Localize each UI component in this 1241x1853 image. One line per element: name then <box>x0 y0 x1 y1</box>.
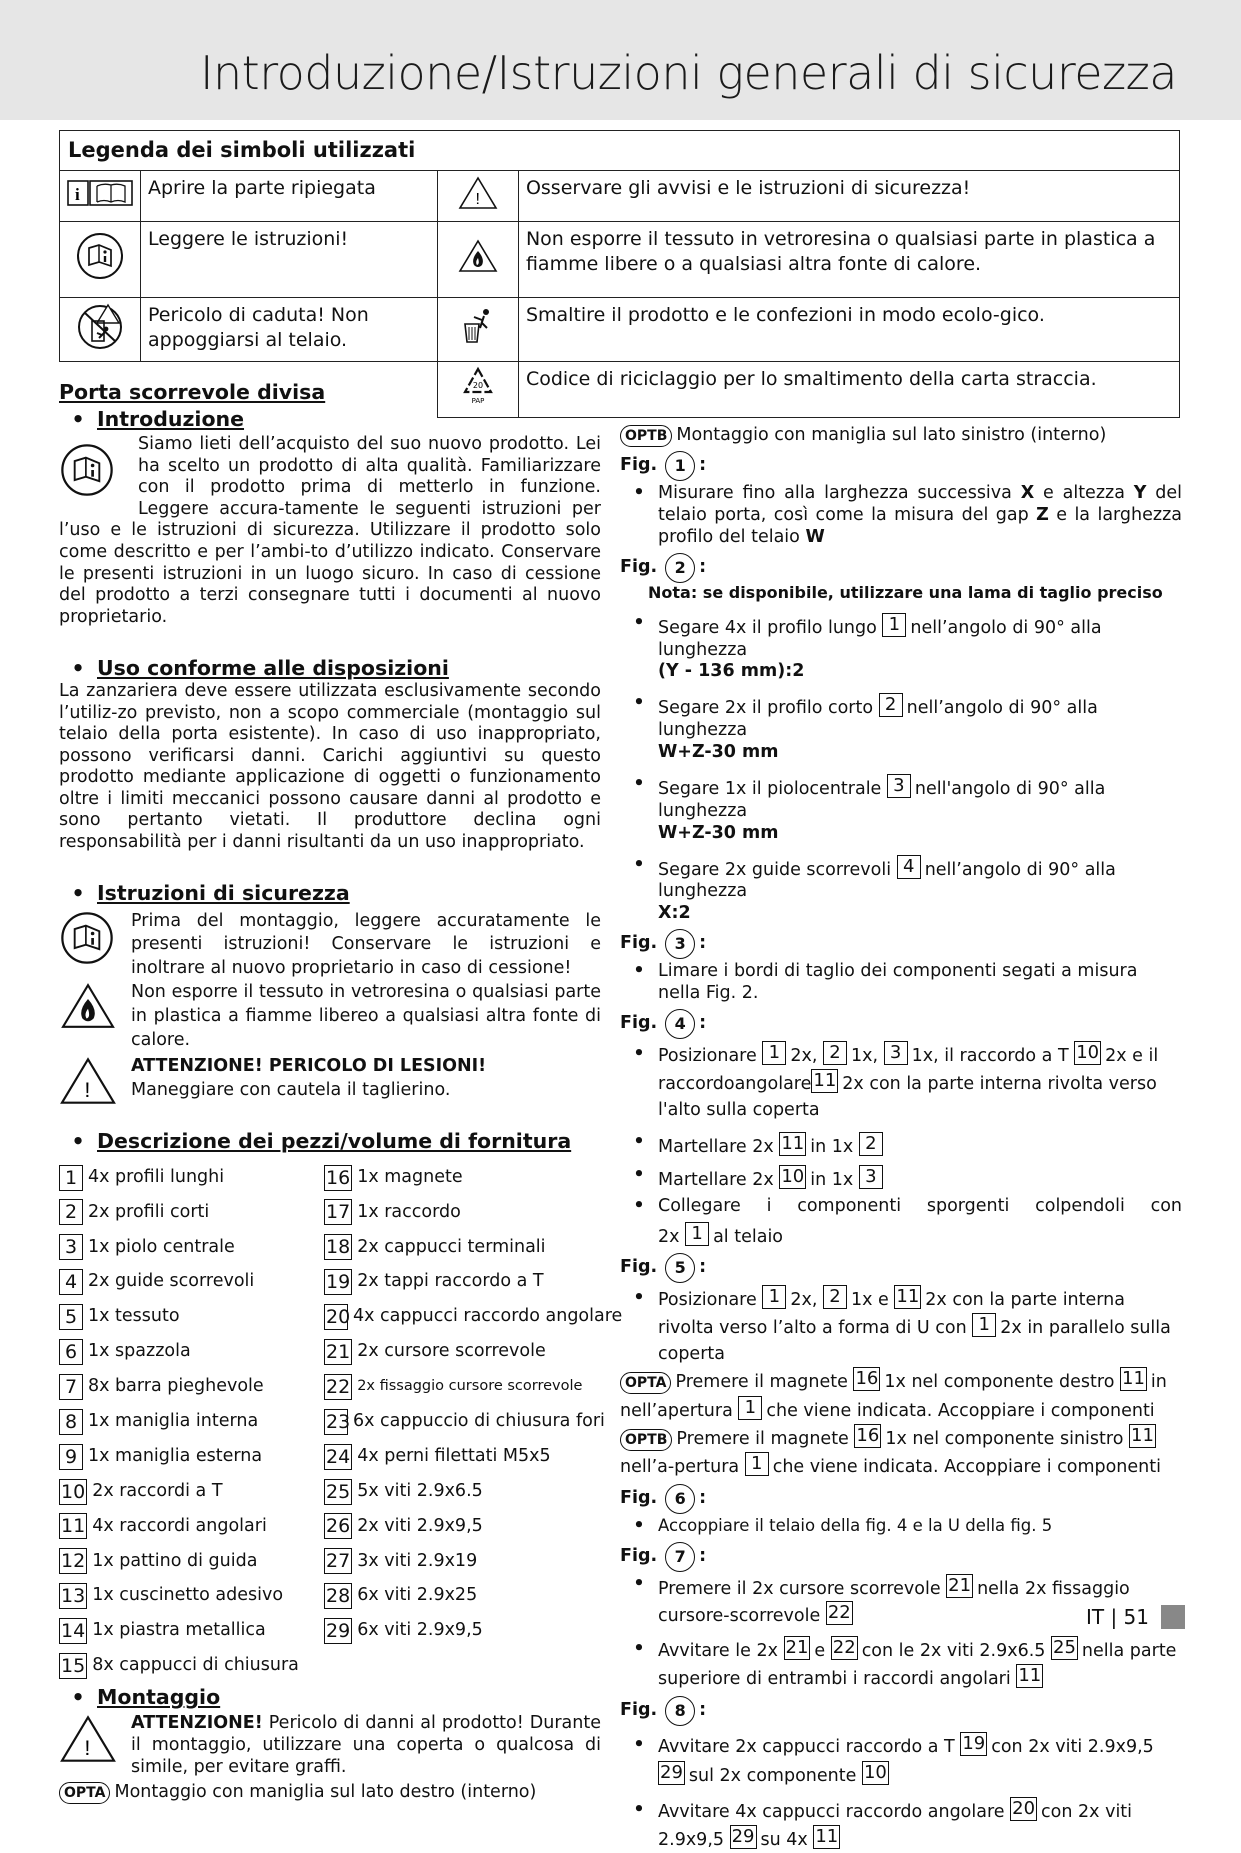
footer-marker <box>1161 1605 1185 1629</box>
part-number: 2 <box>59 1199 83 1225</box>
montaggio-warning: ! ATTENZIONE! Pericolo di danni al prodotto! Durante il montaggio, utilizzare una coperta o qualcosa di simile, per evitare graffi. <box>59 1713 601 1779</box>
part-label: 1x pattino di guida <box>92 1550 258 1571</box>
part-item <box>59 1618 324 1644</box>
part-number: 17 <box>326 1201 351 1224</box>
part-number: 10 <box>61 1480 86 1503</box>
read-instructions-icon <box>59 910 115 966</box>
part-number: 21 <box>326 1340 351 1363</box>
part-number: 19 <box>326 1271 351 1294</box>
part-label: 1x piolo centrale <box>88 1236 235 1257</box>
part-label: 5x viti 2.9x6.5 <box>357 1480 483 1501</box>
page-header <box>0 0 1241 120</box>
part-item <box>324 1479 601 1505</box>
part-label: 6x viti 2.9x25 <box>357 1585 478 1606</box>
part-number: 1 <box>59 1165 83 1191</box>
part-number: 14 <box>61 1620 86 1643</box>
part-item <box>324 1444 601 1470</box>
part-number: 8 <box>59 1409 83 1435</box>
part-label: 2x tappi raccordo a T <box>357 1271 544 1292</box>
warning-icon <box>437 171 518 222</box>
part-label: 2x guide scorrevoli <box>88 1271 255 1292</box>
flame-warning-icon <box>437 222 518 298</box>
part-label: 1x raccordo <box>357 1201 461 1222</box>
step: • Premere il 2x cursore scorrevole 21 nella 2x fissaggio cursore-scorrevole 22 <box>620 1574 1182 1628</box>
part-number: 20 <box>326 1306 351 1329</box>
part-label: 1x cuscinetto adesivo <box>92 1585 284 1606</box>
part-label: 1x maniglia esterna <box>88 1445 263 1466</box>
part-label: 4x profili lunghi <box>88 1166 225 1187</box>
part-number: 24 <box>326 1445 351 1468</box>
part-label: 1x maniglia interna <box>88 1411 259 1431</box>
part-number: 15 <box>61 1655 86 1677</box>
part-label: 2x cappucci terminali <box>357 1236 546 1257</box>
part-item <box>59 1653 324 1679</box>
part-label: 1x piastra metallica <box>92 1620 266 1641</box>
step: 2x 1 al telaio <box>658 1222 784 1247</box>
step: • Segare 1x il piolocentrale 3 nell'angolo di 90° alla lunghezza W+Z-30 mm <box>620 774 1182 845</box>
step: • Misurare fino alla larghezza successiva X e altezza Y del telaio porta, così come la misura del gap Z e la larghezza profilo del telaio W <box>620 483 1182 549</box>
fig-1: Fig. 1 : <box>620 451 1182 481</box>
part-number: 25 <box>326 1480 351 1503</box>
fig-7: Fig. 7 : <box>620 1542 1182 1572</box>
part-item <box>59 1513 324 1539</box>
part-number: 27 <box>326 1550 351 1573</box>
part-label: 8x cappucci di chiusura <box>92 1655 299 1676</box>
opt-a-step: OPTA Premere il magnete 16 1x nel componente destro 11 in nell’apertura 1 che viene indicata. Accoppiare i componenti <box>620 1368 1167 1421</box>
part-number: 11 <box>61 1515 86 1538</box>
part-item <box>324 1339 601 1365</box>
part-label: 3x viti 2.9x19 <box>357 1550 478 1571</box>
legend-text: Osservare gli avvisi e le istruzioni di sicurezza! <box>518 171 1179 222</box>
fold-out-icon <box>60 171 141 222</box>
legend-text: Aprire la parte ripiegata <box>141 171 438 222</box>
part-item <box>59 1269 324 1295</box>
legend-text: Leggere le istruzioni! <box>141 222 438 298</box>
fall-hazard-icon <box>60 298 141 362</box>
part-number: 22 <box>326 1375 351 1398</box>
warning-icon <box>59 1713 117 1765</box>
part-label: 4x cappucci raccordo angolare <box>353 1306 623 1327</box>
part-item <box>59 1548 324 1574</box>
left-column: Porta scorrevole divisa • Introduzione Siamo lieti dell’acquisto del suo nuovo prodotto. Lei ha scelto un prodotto di alta qualità. Familiarizzare con il prodotto prima di metterlo in funzione. Leggere accura-tamente le seguenti istruzioni per l’uso e le istruzioni di sicurezza. Utilizzare il prodotto solo come descritto e per l’ambi-to d’utilizzo indicato. Conservare le presenti istruzioni in un luogo sicuro. In caso di cessione del prodotto a terzi consegnare tutti i documenti al nuovo proprietario. • Uso conforme alle disposizioni La zanzariera deve essere utilizzata esclusivamente secondo l’utiliz-zo previsto, non a scopo commerciale (montaggio sul telaio della porta esistente). In caso di uso inappropriato, possono verificarsi danni. Carichi aggiuntivi su questo prodotto mediante applicazione di oggetti o funzionamento oltre i limiti meccanici possono causare danni al prodotto e sono pertanto vietati. Il produttore declina ogni responsabilità per i danni risultanti da un uso inappropriato. • Istruzioni di sicurezza Prima del montaggio, leggere accuratamente le presenti istruzioni! Conservare le istruzioni e inoltrare al nuovo proprietario in caso di cessione! Non esporre il tessuto in vetroresina o qualsiasi parte in plastica a fiamme libereo a qualsiasi altra fonte di calore. ! ATTENZIONE! PERICOLO DI LESIONI! Maneggiare con cautela il taglierino. • Descrizione dei pezzi/volume di fornitura 1 4x profili lunghi 16 1x magnete 2 2x profili corti 17 1x raccordo 3 1x piolo centrale 18 2x cappucci terminali 4 2x guide scorrevoli 19 2x tappi raccordo a T 5 1x tessuto 20 4x cappucci raccordo angolare 6 1x spazzola 21 2x cursore scorrevole 7 8x barra pieghevole 22 2x fissaggio cursore scorrevole 8 1x maniglia interna 23 6x cappuccio di chiusura fori 9 1x maniglia esterna 24 4x perni filettati M5x5 10 2x raccordi a T 25 5x viti 2.9x6.5 11 4x raccordi angolari 26 2x viti 2.9x9,5 12 1x pattino di guida 27 3x viti 2.9x19 13 1x cuscinetto adesivo 28 6x viti 2.9x25 14 1x piastra metallica 29 6x viti 2.9x9,5 15 8x cappucci di chiusura • Montaggio ! ATTENZIONE! Pericolo di danni al prodotto! Durante il montaggio, utilizzare una coperta o qualcosa di simile, per evitare graffi. OPTA Montaggio con maniglia sul lato destro (interno) <box>59 380 601 1804</box>
step: • Segare 2x il profilo corto 2 nell’angolo di 90° alla lunghezza W+Z-30 mm <box>620 693 1182 764</box>
intro-heading: • Introduzione <box>59 407 601 432</box>
symbol-legend <box>59 130 1180 418</box>
part-label: 1x tessuto <box>88 1306 180 1327</box>
part-number: 5 <box>59 1304 83 1330</box>
fig-4: Fig. 4 : <box>620 1009 1182 1039</box>
part-label: 2x raccordi a T <box>92 1480 223 1501</box>
opt-b-step: OPTB Premere il magnete 16 1x nel componente sinistro 11nell’a-pertura 1 che viene indicata. Accoppiare i componenti <box>620 1424 1161 1477</box>
step: • Accoppiare il telaio della fig. 4 e la U della fig. 5 <box>620 1516 1182 1538</box>
part-label: 2x cursore scorrevole <box>357 1341 546 1362</box>
fig-6: Fig. 6 : <box>620 1484 1182 1514</box>
step: • Posizionare 1 2x, 2 1x, 3 1x, il raccordo a T 10 2x e il raccordoangolare 11 2x con la parte interna rivolta verso l'alto sulla coperta <box>620 1041 1182 1124</box>
part-item <box>59 1199 324 1225</box>
step: • Segare 4x il profilo lungo 1 nell’angolo di 90° alla lunghezza (Y - 136 mm):2 <box>620 613 1182 684</box>
page-footer <box>1086 1605 1185 1629</box>
part-item <box>324 1269 601 1295</box>
part-label: 6x viti 2.9x9,5 <box>357 1620 483 1641</box>
step: • Avvitare 4x cappucci raccordo angolare 20 con 2x viti 2.9x9,5 29 su 4x 11 <box>620 1797 1182 1853</box>
fig-5: Fig. 5 : <box>620 1253 1182 1283</box>
part-label: 1x spazzola <box>88 1341 191 1362</box>
part-item <box>59 1583 324 1609</box>
part-item <box>59 1304 324 1330</box>
part-item <box>324 1548 601 1574</box>
part-item <box>324 1374 601 1400</box>
part-number: 23 <box>326 1410 351 1433</box>
safety-heading: • Istruzioni di sicurezza <box>59 881 601 906</box>
legend-text: Non esporre il tessuto in vetroresina o qualsiasi parte in plastica a fiamme libere o a qualsiasi altra fonte di calore. <box>518 222 1179 298</box>
intro-text: Siamo lieti dell’acquisto del suo nuovo prodotto. Lei ha scelto un prodotto di alta qualità. Familiarizzare con il prodotto prima di metterlo in funzione. Leggere accura-tamente le seguenti istruzioni per l’uso e le istruzioni di sicurezza. Utilizzare il prodotto solo come descritto e per l’ambi-to d’utilizzo indicato. Conservare le presenti istruzioni in un luogo sicuro. In caso di cessione del prodotto a terzi consegnare tutti i documenti al nuovo proprietario. <box>59 434 601 627</box>
part-label: 1x magnete <box>357 1166 463 1187</box>
step: • Martellare 2x 10 in 1x 3 <box>620 1165 1182 1192</box>
part-item <box>324 1513 601 1539</box>
svg-text:!: ! <box>84 1735 91 1761</box>
recycle-label: PAP <box>471 397 485 406</box>
part-number: 3 <box>59 1234 83 1260</box>
step: • Posizionare 1 2x, 2 1x e 11 2x con la parte interna rivolta verso l’alto a forma di U con 1 2x in parallelo sulla coperta <box>620 1285 1182 1368</box>
part-number: 9 <box>59 1444 83 1470</box>
svg-text:i: i <box>75 184 80 204</box>
part-number: 13 <box>61 1585 86 1608</box>
part-label: 2x fissaggio cursore scorrevole <box>357 1377 583 1394</box>
montaggio-heading: • Montaggio <box>59 1685 601 1710</box>
legend-text: Codice di riciclaggio per lo smaltimento della carta straccia. <box>518 361 1179 417</box>
flame-warning-icon <box>59 981 117 1031</box>
safety-item: ! ATTENZIONE! PERICOLO DI LESIONI! Maneggiare con cautela il taglierino. <box>59 1055 601 1107</box>
page-number: IT | 51 <box>1085 1605 1149 1629</box>
svg-text:!: ! <box>475 190 480 208</box>
safety-item: Prima del montaggio, leggere accuratamente le presenti istruzioni! Conservare le istruzioni e inoltrare al nuovo proprietario in caso di cessione! <box>59 910 601 981</box>
part-number: 29 <box>326 1620 351 1643</box>
opt-a-badge: OPTA <box>59 1782 110 1804</box>
opt-b-line: OPTB Montaggio con maniglia sul lato sinistro (interno) <box>620 425 1182 447</box>
part-number: 16 <box>326 1166 351 1189</box>
step: • Segare 2x guide scorrevoli 4 nell’angolo di 90° alla lunghezza X:2 <box>620 855 1182 926</box>
warning-icon <box>59 1055 117 1107</box>
parts-heading: • Descrizione dei pezzi/volume di fornitura <box>59 1129 601 1154</box>
right-column: OPTB Montaggio con maniglia sul lato sinistro (interno) Fig. 1 : • Misurare fino alla larghezza successiva X e altezza Y del telaio porta, così come la misura del gap Z e la larghezza profilo del telaio W Fig. 2 : Nota: se disponibile, utilizzare una lama di taglio preciso • Segare 4x il profilo lungo 1 nell’angolo di 90° alla lunghezza (Y - 136 mm):2 • Segare 2x il profilo corto 2 nell’angolo di 90° alla lunghezza W+Z-30 mm • Segare 1x il piolocentrale 3 nell'angolo di 90° alla lunghezza W+Z-30 mm • Segare 2x guide scorrevoli 4 nell’angolo di 90° alla lunghezza X:2 Fig. 3 : • Limare i bordi di taglio dei componenti segati a misura nella Fig. 2. Fig. 4 : • Posizionare 1 2x, 2 1x, 3 1x, il raccordo a T 10 2x e il raccordoangolare 11 2x con la parte interna rivolta verso l'alto sulla coperta • Martellare 2x 11 in 1x 2 • Martellare 2x 10 in 1x 3 • Collegare i componenti sporgenti colpendoli con 2x 1 al telaio Fig. 5 : • Posizionare 1 2x, 2 1x e 11 2x con la parte interna rivolta verso l’alto a forma di U con 1 2x in parallelo sulla coperta OPTA Premere il magnete 16 1x nel componente destro 11 in nell’apertura 1 che viene indicata. Accoppiare i componenti OPTB Premere il magnete 16 1x nel componente sinistro 11nell’a-pertura 1 che viene indicata. Accoppiare i componenti Fig. 6 : • Accoppiare il telaio della fig. 4 e la U della fig. 5 Fig. 7 : • Premere il 2x cursore scorrevole 21 nella 2x fissaggio cursore-scorrevole 22 • Avvitare le 2x 21 e 22 con le 2x viti 2.9x6.5 25 nella parte superiore di entrambi i raccordi angolari 11 Fig. 8 : • Avvitare 2x cappucci raccordo a T 19 con 2x viti 2.9x9,5 29 sul 2x componente 10 • Avvitare 4x cappucci raccordo angolare 20 con 2x viti 2.9x9,5 29 su 4x 11 <box>620 425 1182 1853</box>
part-number: 28 <box>326 1585 351 1608</box>
part-item <box>324 1304 623 1330</box>
part-item <box>59 1234 324 1260</box>
intro-block <box>59 434 601 628</box>
step: • Martellare 2x 11 in 1x 2 <box>620 1132 1182 1159</box>
part-item <box>59 1374 324 1400</box>
read-instructions-icon <box>59 442 115 498</box>
read-instructions-icon <box>60 222 141 298</box>
step: • Limare i bordi di taglio dei componenti segati a misura nella Fig. 2. <box>620 961 1182 1005</box>
part-label: 2x viti 2.9x9,5 <box>357 1515 483 1536</box>
legend-text: Pericolo di caduta! Non appoggiarsi al telaio. <box>141 298 438 362</box>
parts-list <box>59 1165 623 1679</box>
part-item <box>324 1618 601 1644</box>
part-number: 18 <box>326 1236 351 1259</box>
fig-2: Fig. 2 : <box>620 553 1182 583</box>
part-label: 4x raccordi angolari <box>92 1515 267 1536</box>
part-item <box>59 1479 324 1505</box>
part-label: 6x cappuccio di chiusura fori <box>353 1411 605 1431</box>
fig-3: Fig. 3 : <box>620 929 1182 959</box>
part-number: 4 <box>59 1269 83 1295</box>
safety-item: Non esporre il tessuto in vetroresina o qualsiasi parte in plastica a fiamme libereo a qualsiasi altra fonte di calore. <box>59 981 601 1052</box>
recycle-bin-icon <box>437 298 518 362</box>
part-number: 26 <box>326 1515 351 1538</box>
part-item <box>324 1165 601 1191</box>
legend-text: Smaltire il prodotto e le confezioni in modo ecolo-gico. <box>518 298 1179 362</box>
page-title: Introduzione/Istruzioni generali di sicurezza <box>199 46 1177 100</box>
uso-text: La zanzariera deve essere utilizzata esclusivamente secondo l’utiliz-zo previsto, non a scopo commerciale (montaggio sul telaio della porta esistente). In caso di uso inappropriato, possono verificarsi danni. Carichi aggiuntivi su questo prodotto mediante applicazione di oggetti o funzionamento oltre i limiti meccanici possono causare danni al prodotto e sono pertanto vietati. Il produttore declina ogni responsabilità per i danni risultanti da un uso inappropriato. <box>59 681 601 852</box>
step: • Avvitare le 2x 21 e 22 con le 2x viti 2.9x6.5 25 nella parte superiore di entrambi i raccordi angolari 11 <box>620 1636 1182 1693</box>
step: • Avvitare 2x cappucci raccordo a T 19 con 2x viti 2.9x9,5 29 sul 2x componente 10 <box>620 1732 1182 1789</box>
part-item <box>324 1199 601 1225</box>
legend-heading: Legenda dei simboli utilizzati <box>60 131 1180 171</box>
fig-8: Fig. 8 : <box>620 1696 1182 1726</box>
uso-heading: • Uso conforme alle disposizioni <box>59 656 601 681</box>
part-label: 2x profili corti <box>88 1201 210 1222</box>
part-number: 7 <box>59 1374 83 1400</box>
section-title: Porta scorrevole divisa <box>59 380 326 404</box>
part-label: 4x perni filettati M5x5 <box>357 1445 551 1466</box>
part-number: 12 <box>61 1550 86 1573</box>
recycle-code: 20 <box>472 381 484 391</box>
svg-text:!: ! <box>84 1077 91 1103</box>
part-item <box>59 1409 324 1435</box>
part-label: 8x barra pieghevole <box>88 1376 264 1397</box>
part-number: 6 <box>59 1339 83 1365</box>
part-item <box>59 1165 324 1191</box>
part-item <box>324 1409 605 1435</box>
step: • Collegare i componenti sporgenti colpendoli con <box>620 1193 1182 1219</box>
part-item <box>59 1339 324 1365</box>
part-item <box>59 1444 324 1470</box>
part-item <box>324 1583 601 1609</box>
part-item <box>324 1234 601 1260</box>
